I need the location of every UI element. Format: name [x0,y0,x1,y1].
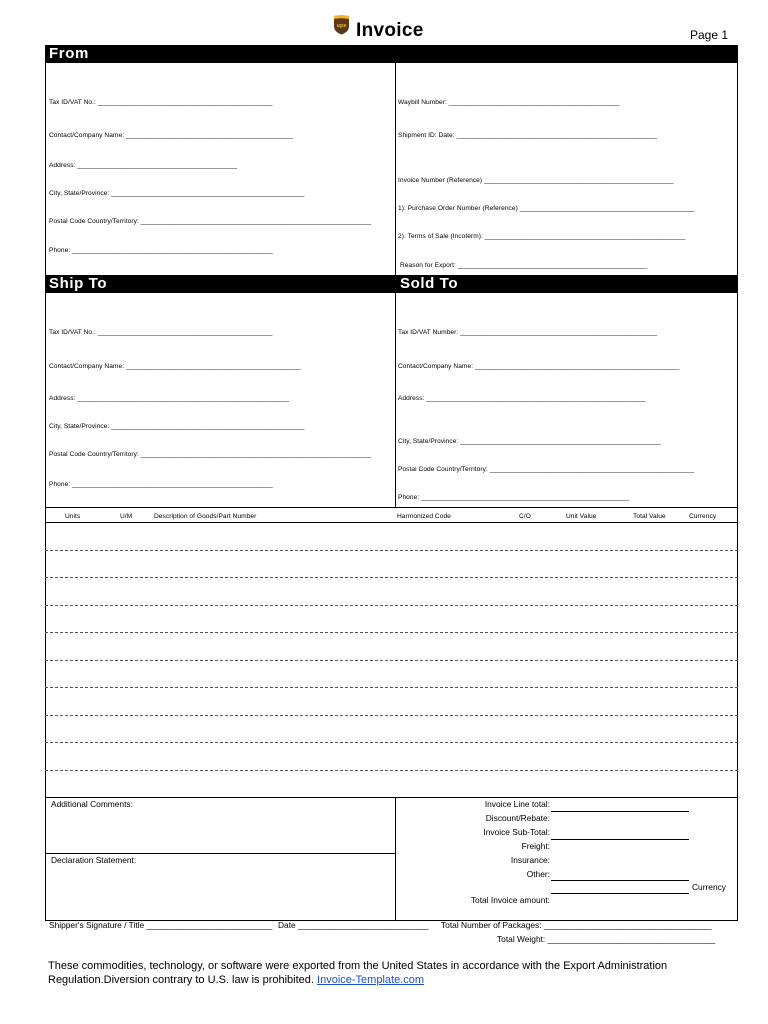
column-header-currency: Currency [689,513,717,520]
column-header-total-value: Total Value [633,513,666,520]
ship-city-field[interactable]: City, State/Province: ____________________________________________________ [49,423,305,430]
document-title: Invoice [356,20,424,41]
table-row[interactable] [45,577,738,578]
invoice-line-total-label: Invoice Line total: [484,799,550,809]
from-postal-field[interactable]: Postal Code Country/Territory: ______________________________________________________________ [49,218,372,225]
from-phone-field[interactable]: Phone: ______________________________________________________ [49,247,273,254]
from-heading: From [45,45,738,63]
shipper-signature-field[interactable]: Shipper's Signature / Title ___________________________ [49,920,273,930]
sub-total-input[interactable] [551,839,689,840]
comments-divider [395,797,396,921]
from-city-field[interactable]: City, State/Province: ____________________________________________________ [49,190,305,197]
table-row[interactable] [45,550,738,551]
freight-label: Freight: [521,841,550,851]
table-row[interactable] [45,715,738,716]
total-amount-input[interactable] [551,893,689,894]
reason-for-export-field[interactable]: Reason for Export: ___________________________________________________ [400,262,648,269]
currency-label: Currency [692,882,726,892]
ship-tax-id-field[interactable]: Tax ID/VAT No.: _______________________________________________ [49,329,273,336]
purchase-order-field[interactable]: 1): Purchase Order Number (Reference) _______________________________________________ [398,205,695,212]
column-header-description: Description of Goods/Part Number [154,513,257,520]
sold-address-field[interactable]: Address: ___________________________________________________________ [398,395,646,402]
ups-shield-logo [333,15,350,35]
declaration-statement-field[interactable]: Declaration Statement: [51,855,137,865]
total-packages-field[interactable]: Total Number of Packages: ____________________________________ [441,920,712,930]
logo-lettering: ups [336,23,347,29]
table-header-rule [45,522,738,523]
waybill-number-field[interactable]: Waybill Number: ______________________________________________ [398,99,620,106]
from-contact-field[interactable]: Contact/Company Name: _____________________________________________ [49,132,294,139]
comments-split-rule [45,853,395,854]
other-input[interactable] [551,880,689,881]
ship-phone-field[interactable]: Phone: ______________________________________________________ [49,481,273,488]
ship-contact-field[interactable]: Contact/Company Name: _______________________________________________ [49,363,301,370]
from-tax-id-field[interactable]: Tax ID/VAT No.: _______________________________________________ [49,99,273,106]
sub-total-label: Invoice Sub-Total: [483,827,550,837]
table-row[interactable] [45,605,738,606]
invoice-number-field[interactable]: Invoice Number (Reference) ___________________________________________________ [398,177,674,184]
table-row[interactable] [45,742,738,743]
page-number: Page 1 [690,28,729,42]
invoice-template-link[interactable]: Invoice-Template.com [317,974,425,986]
column-header-unit-value: Unit Value [566,513,597,520]
sold-phone-field[interactable]: Phone: ________________________________________________________ [398,494,630,501]
total-invoice-amount-label: Total Invoice amount: [470,895,550,905]
from-address-field[interactable]: Address: ___________________________________________ [49,162,238,169]
ship-to-heading: Ship To [45,275,396,293]
ship-address-field[interactable]: Address: _________________________________________________________ [49,395,290,402]
table-row[interactable] [45,770,738,771]
table-row[interactable] [45,660,738,661]
sold-postal-field[interactable]: Postal Code Country/Territory: _______________________________________________________ [398,466,695,473]
column-header-units: Units [65,513,81,520]
discount-label: Discount/Rebate: [485,813,550,823]
additional-comments-field[interactable]: Additional Comments: [51,799,133,809]
export-disclaimer [48,959,738,987]
insurance-label: Insurance: [510,855,550,865]
sold-contact-field[interactable]: Contact/Company Name: _______________________________________________________ [398,363,680,370]
export-disclaimer-text: These commodities, technology, or software were exported from the United States in accordance with the Export Administration Regulation.Diversion contrary to U.S. law is prohibited. [48,960,668,986]
signature-date-field[interactable]: Date ____________________________ [278,920,429,930]
column-header-harmonized-code: Harmonized Code [397,513,451,520]
sold-city-field[interactable]: City, State/Province: ______________________________________________________ [398,438,661,445]
ship-postal-field[interactable]: Postal Code Country/Territory: ______________________________________________________________ [49,451,372,458]
ship-sold-divider [395,293,396,508]
from-divider [395,63,396,276]
comments-totals-section [45,797,738,921]
line-total-input[interactable] [551,811,689,812]
column-header-um: U/M [120,513,133,520]
table-row[interactable] [45,632,738,633]
sold-to-heading: Sold To [396,275,738,293]
column-header-co: C/O [519,513,531,520]
total-weight-field[interactable]: Total Weight: ____________________________________ [497,934,716,944]
terms-of-sale-field[interactable]: 2): Terms of Sale (Incoterm): ______________________________________________________ [398,233,686,240]
other-label: Other: [526,869,550,879]
sold-tax-id-field[interactable]: Tax ID/VAT Number: _____________________________________________________ [398,329,658,336]
table-row[interactable] [45,687,738,688]
shipment-id-field[interactable]: Shipment ID: Date: ______________________________________________________ [398,132,658,139]
